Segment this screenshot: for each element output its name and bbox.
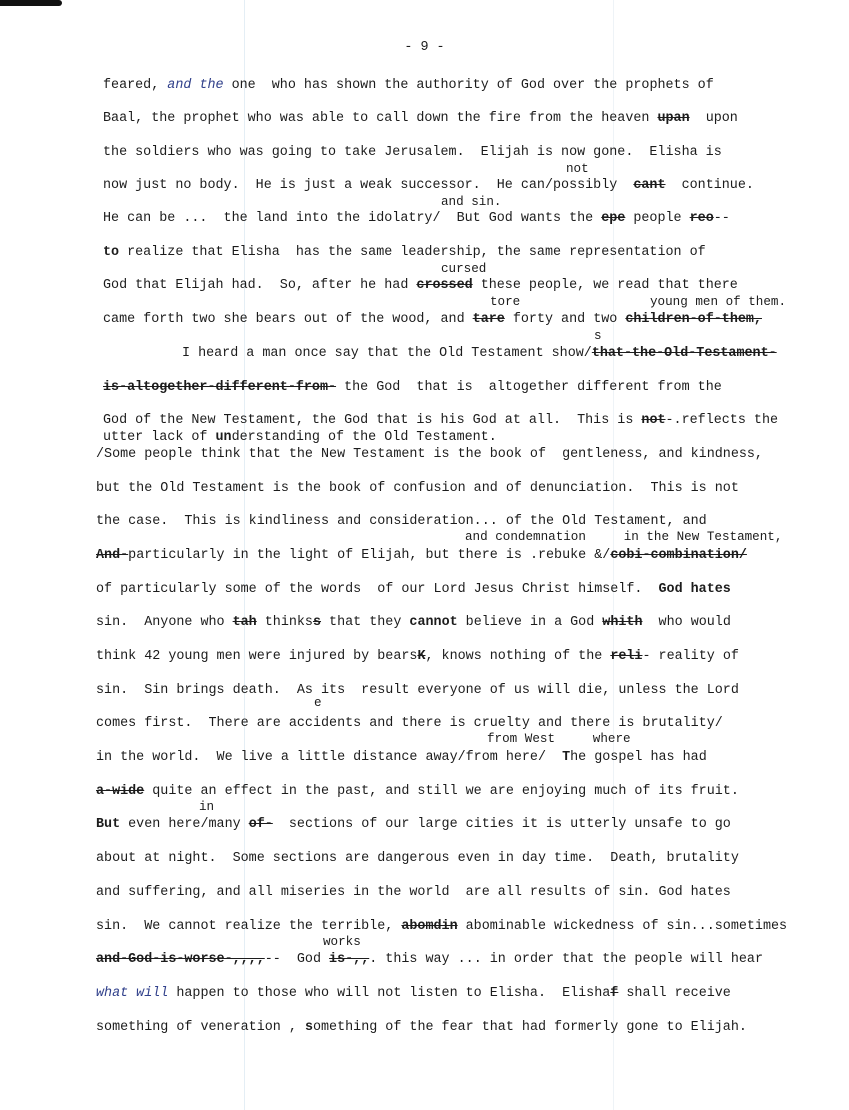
text-line: And-particularly in the light of Elijah, but there is .rebuke &/cobi-combination/ (96, 548, 747, 563)
text-line: and suffering, and all miseries in the world are all results of sin. God hates (96, 885, 731, 900)
text-line: utter lack of understanding of the Old Testament. (103, 430, 497, 445)
text-line: what will happen to those who will not listen to Elisha. Elishaf shall receive (96, 986, 731, 1001)
text-line: He can be ... the land into the idolatry/ But God wants the epe people reo-- (103, 211, 730, 226)
handwritten-insertion: works (323, 935, 361, 949)
text-line: is-altogether-different-from- the God that is altogether different from the (103, 380, 722, 395)
text-line: in the world. We live a little distance away/from here/ The gospel has had (96, 750, 707, 765)
handwritten-insertion: from West where (487, 732, 631, 746)
handwritten-insertion: in (199, 800, 215, 814)
text-line: about at night. Some sections are dangerous even in day time. Death, brutality (96, 851, 739, 866)
text-line: God of the New Testament, the God that is his God at all. This is not-.reflects the (103, 413, 779, 428)
text-line: of particularly some of the words of our Lord Jesus Christ himself. God hates (96, 582, 731, 597)
text-line: sin. Sin brings death. As its result everyone of us will die, unless the Lord (96, 683, 739, 698)
text-line: to realize that Elisha has the same leadership, the same representation of (103, 245, 706, 260)
text-line: something of veneration , something of the fear that had formerly gone to Elijah. (96, 1020, 747, 1035)
text-line: /Some people think that the New Testament is the book of gentleness, and kindness, (96, 447, 763, 462)
text-line: now just no body. He is just a weak successor. He can/possibly cant continue. (103, 178, 754, 193)
text-line: the case. This is kindliness and consideration... of the Old Testament, and (96, 514, 707, 529)
text-line: think 42 young men were injured by bearsK, knows nothing of the reli- reality of (96, 649, 739, 664)
handwritten-insertion: not (566, 162, 589, 176)
text-line: I heard a man once say that the Old Testament show/that-the-Old-Testament- (182, 346, 777, 361)
corner-scan-mark (0, 0, 62, 6)
text-line: and-God-is-worse-,,,,-- God is-,,. this way ... in order that the people will hear (96, 952, 763, 967)
handwritten-insertion: young men of them. (650, 295, 787, 309)
text-line: sin. We cannot realize the terrible, abomdin abominable wickedness of sin...sometimes (96, 919, 788, 934)
text-line: the soldiers who was going to take Jerusalem. Elijah is now gone. Elisha is (103, 145, 722, 160)
handwritten-insertion: and condemnation in the New Testament, (465, 530, 783, 544)
text-line: But even here/many of- sections of our large cities it is utterly unsafe to go (96, 817, 731, 832)
handwritten-insertion: s (594, 329, 602, 343)
text-line: God that Elijah had. So, after he had crossed these people, we read that there (103, 278, 738, 293)
handwritten-insertion: tore (490, 295, 521, 309)
text-line: a-wide quite an effect in the past, and still we are enjoying much of its fruit. (96, 784, 739, 799)
handwritten-insertion: and sin. (441, 195, 502, 209)
page-number: - 9 - (404, 40, 445, 55)
handwritten-insertion: e (314, 696, 322, 710)
text-line: sin. Anyone who tah thinkss that they cannot believe in a God whith who would (96, 615, 731, 630)
handwritten-insertion: cursed (441, 262, 487, 276)
text-line: but the Old Testament is the book of confusion and of denunciation. This is not (96, 481, 739, 496)
text-line: Baal, the prophet who was able to call down the fire from the heaven upan upon (103, 111, 738, 126)
text-line: came forth two she bears out of the wood, and tare forty and two children-of-them, (103, 312, 762, 327)
text-line: comes first. There are accidents and there is cruelty and there is brutality/ (96, 716, 723, 731)
text-line: feared, and the one who has shown the authority of God over the prophets of (103, 78, 714, 93)
